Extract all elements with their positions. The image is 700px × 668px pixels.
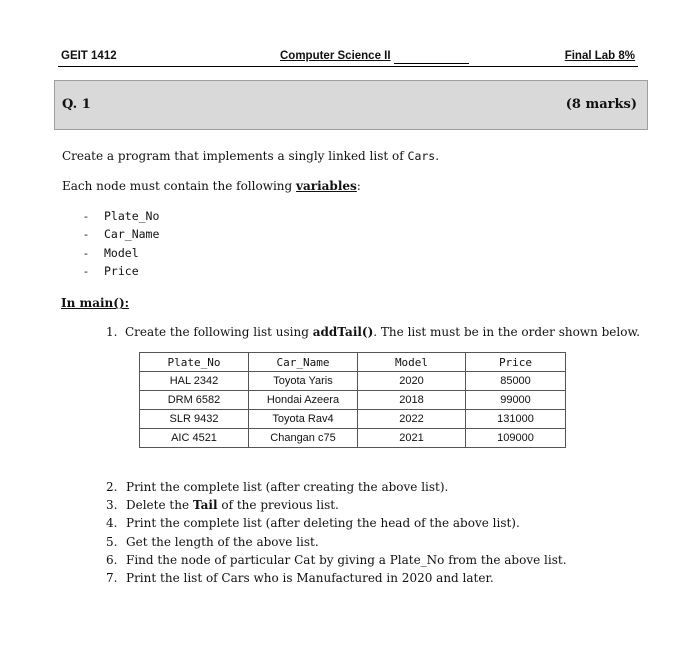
table-cell: 85000 — [466, 372, 566, 391]
node-prefix: Each node must contain the following — [62, 179, 297, 193]
table-cell: 2018 — [358, 391, 466, 410]
intro-sentence — [62, 149, 439, 163]
cars-table — [139, 352, 566, 448]
table-cell: AIC 4521 — [140, 429, 249, 448]
table-header: Model — [358, 353, 466, 372]
main-heading: In main(): — [61, 296, 130, 310]
table-cell: 131000 — [466, 410, 566, 429]
table-row — [140, 391, 566, 410]
step-7: 7. Print the list of Cars who is Manufactured in 2020 and later. — [106, 570, 494, 585]
table-header-row — [140, 353, 566, 372]
table-row — [140, 429, 566, 448]
question-number: Q. 1 — [62, 97, 91, 112]
table-cell: 2020 — [358, 372, 466, 391]
page-header — [58, 50, 638, 67]
node-emphasis: variables — [296, 179, 357, 193]
table-cell: SLR 9432 — [140, 410, 249, 429]
intro-suffix: . — [435, 149, 440, 163]
variable-item: - Car_Name — [84, 227, 160, 242]
step-5: 5. Get the length of the above list. — [106, 534, 319, 549]
variable-item: - Price — [84, 263, 139, 278]
variable-list — [84, 209, 159, 282]
method-name: addTail() — [312, 325, 374, 339]
table-cell: DRM 6582 — [140, 391, 249, 410]
table-cell: 109000 — [466, 429, 566, 448]
intro-code: Cars — [407, 149, 436, 163]
node-suffix: : — [356, 179, 361, 193]
table-row — [140, 410, 566, 429]
table-cell: Toyota Yaris — [249, 372, 358, 391]
step-1: 1. Create the following list using addTail(). The list must be in the order shown below. — [106, 325, 641, 339]
table-cell: Hondai Azeera — [249, 391, 358, 410]
question-marks: (8 marks) — [565, 97, 637, 112]
variable-item: - Model — [84, 245, 139, 260]
table-cell: Changan c75 — [249, 429, 358, 448]
table-cell: 99000 — [466, 391, 566, 410]
table-cell: 2022 — [358, 410, 466, 429]
step-2: 2. Print the complete list (after creating the above list). — [106, 480, 449, 494]
course-code: GEIT 1412 — [61, 50, 117, 62]
node-sentence — [62, 179, 361, 193]
step-3: 3. Delete the Tail of the previous list. — [106, 498, 339, 513]
table-header: Car_Name — [249, 353, 358, 372]
remaining-steps — [106, 480, 567, 589]
assessment-label: Final Lab 8% — [564, 50, 635, 62]
course-name: Computer Science II — [280, 50, 391, 62]
table-row — [140, 372, 566, 391]
header-blank-line — [394, 63, 469, 64]
variable-item: - Plate_No — [84, 209, 160, 223]
table-cell: Toyota Rav4 — [249, 410, 358, 429]
question-banner — [54, 80, 648, 130]
table-cell: HAL 2342 — [140, 372, 249, 391]
step-6: 6. Find the node of particular Cat by giving a Plate_No from the above list. — [106, 552, 567, 567]
intro-prefix: Create a program that implements a singly linked list of — [62, 149, 408, 163]
step-4: 4. Print the complete list (after deleting the head of the above list). — [106, 516, 520, 531]
table-header: Price — [466, 353, 566, 372]
table-cell: 2021 — [358, 429, 466, 448]
table-header: Plate_No — [140, 353, 249, 372]
